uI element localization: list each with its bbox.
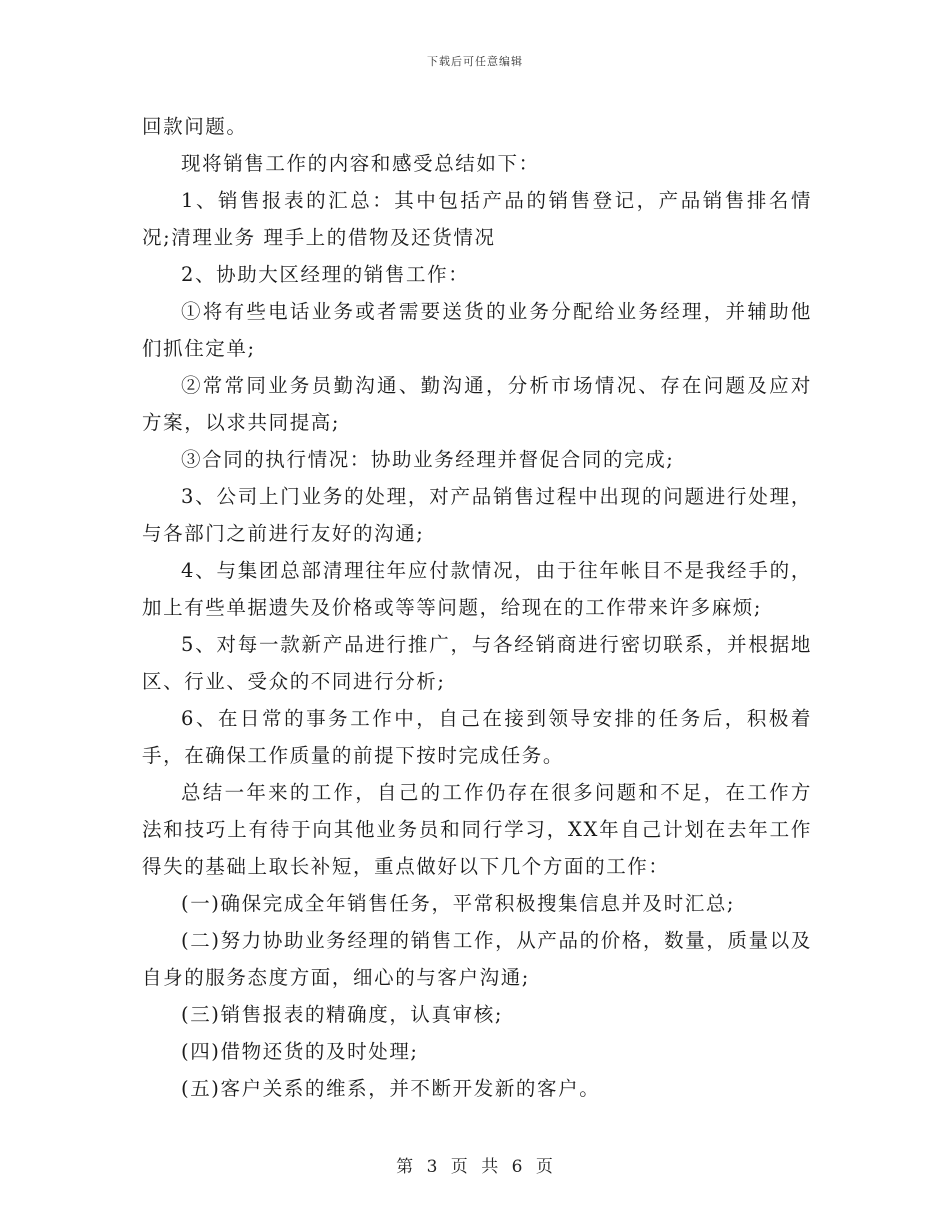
- paragraph: 1、销售报表的汇总：其中包括产品的销售登记，产品销售排名情况;清理业务 理手上的借物及还货情况: [142, 189, 812, 249]
- paragraph: 2、协助大区经理的销售工作：: [181, 263, 470, 286]
- paragraph: ③合同的执行情况：协助业务经理并督促合同的完成;: [181, 448, 675, 471]
- paragraph: 6、在日常的事务工作中，自己在接到领导安排的任务后，积极着手，在确保工作质量的前提下按时完成任务。: [142, 707, 812, 767]
- paragraph: (四)借物还货的及时处理;: [181, 1040, 419, 1063]
- paragraph: (一)确保完成全年销售任务，平常积极搜集信息并及时汇总;: [181, 892, 736, 915]
- page-header: 下载后可任意编辑: [427, 55, 523, 68]
- paragraph: 总结一年来的工作，自己的工作仍存在很多问题和不足，在工作方法和技巧上有待于向其他业务员和同行学习，XX年自己计划在去年工作得失的基础上取长补短，重点做好以下几个方面的工作：: [142, 781, 812, 878]
- page-number: 第 3 页 共 6 页: [396, 1157, 554, 1177]
- paragraph: 现将销售工作的内容和感受总结如下：: [181, 152, 540, 175]
- paragraph: (三)销售报表的精确度，认真审核;: [181, 1003, 503, 1026]
- paragraph: (五)客户关系的维系，并不断开发新的客户。: [181, 1077, 601, 1100]
- document-body: [142, 108, 812, 1107]
- paragraph: ②常常同业务员勤沟通、勤沟通，分析市场情况、存在问题及应对方案，以求共同提高;: [142, 374, 812, 434]
- paragraph: 回款问题。: [142, 115, 248, 138]
- paragraph: 4、与集团总部清理往年应付款情况，由于往年帐目不是我经手的，加上有些单据遗失及价格或等等问题，给现在的工作带来许多麻烦;: [142, 559, 812, 619]
- paragraph: 5、对每一款新产品进行推广，与各经销商进行密切联系，并根据地区、行业、受众的不同进行分析;: [142, 633, 812, 693]
- paragraph: ①将有些电话业务或者需要送货的业务分配给业务经理，并辅助他们抓住定单;: [142, 300, 812, 360]
- paragraph: (二)努力协助业务经理的销售工作，从产品的价格，数量，质量以及自身的服务态度方面，细心的与客户沟通;: [142, 929, 812, 989]
- paragraph: 3、公司上门业务的处理，对产品销售过程中出现的问题进行处理，与各部门之前进行友好的沟通;: [142, 485, 812, 545]
